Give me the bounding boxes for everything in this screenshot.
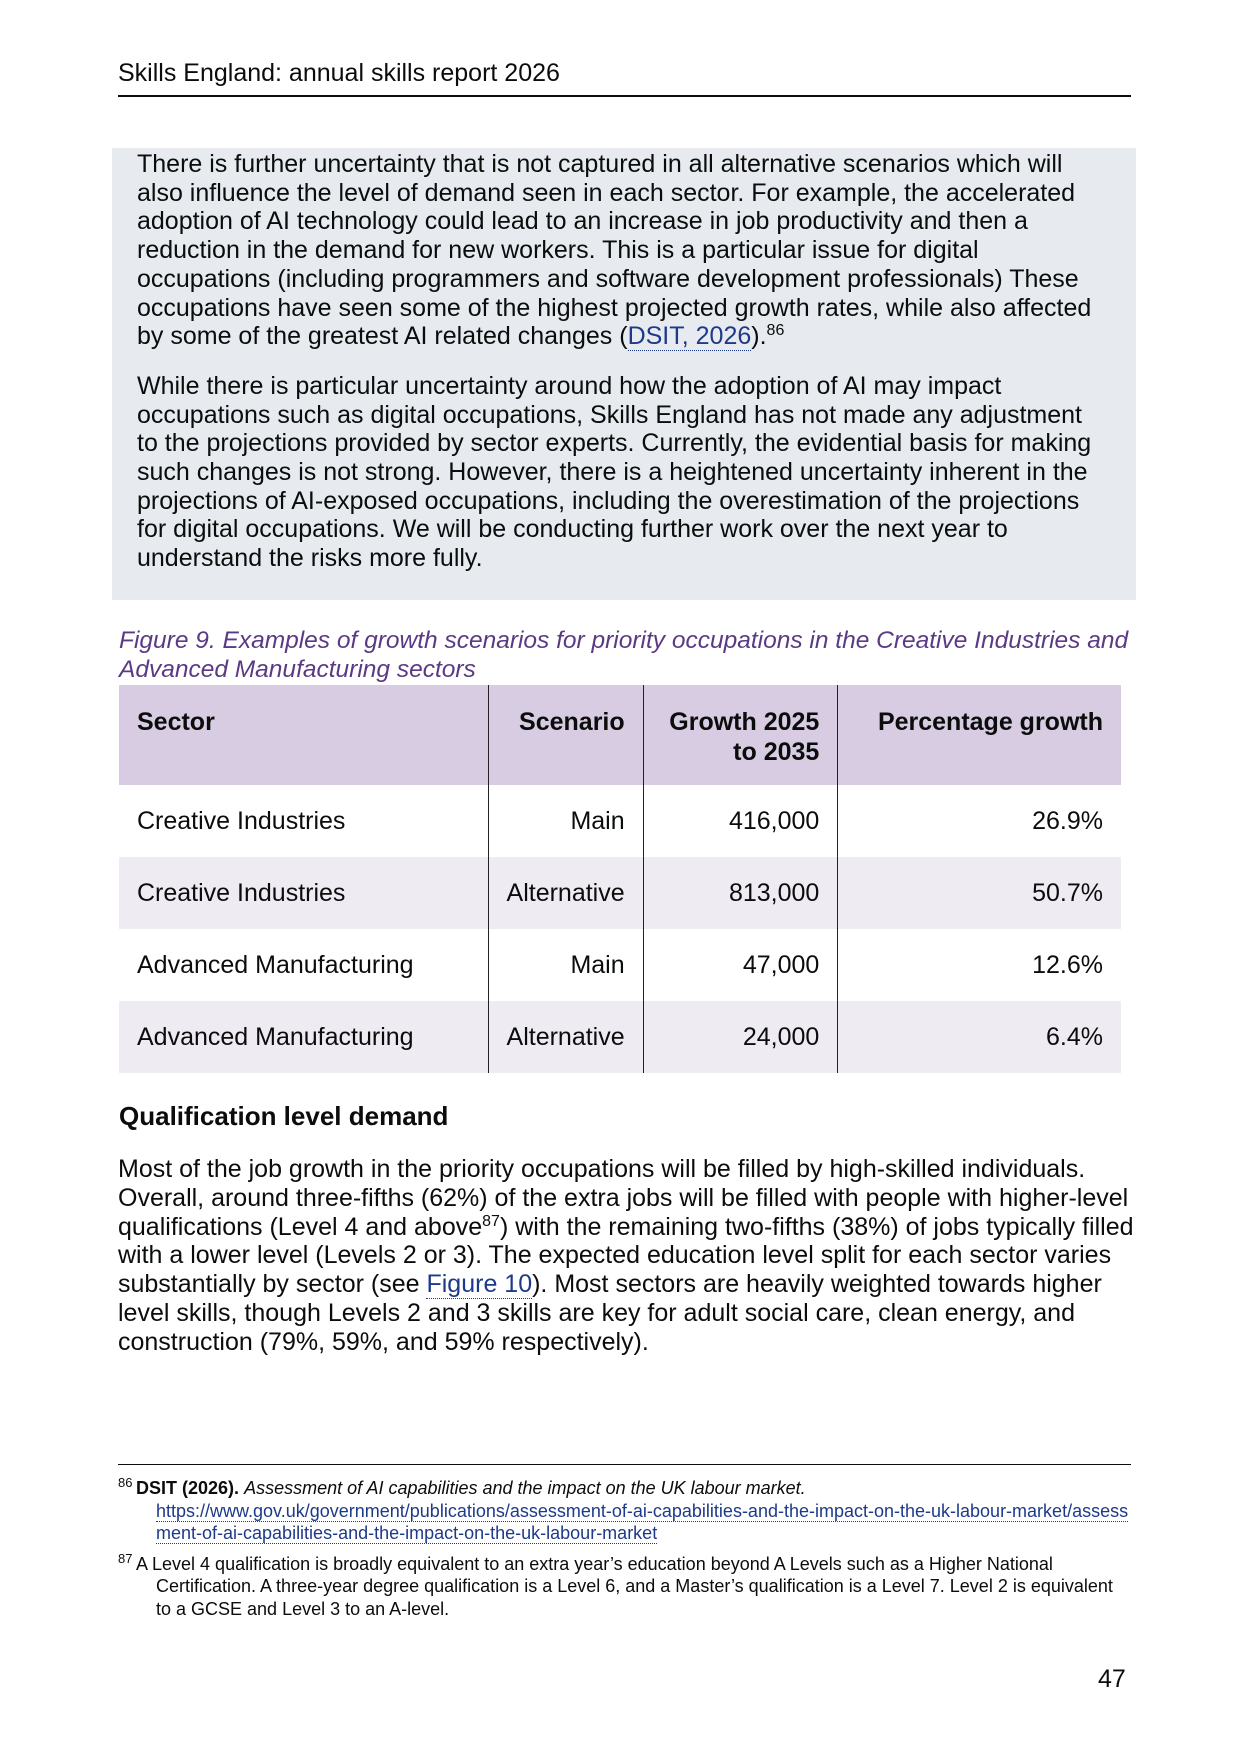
footnote-text: A Level 4 qualification is broadly equivalent to an extra year’s education beyond A Levels such as a Higher National Certification. A three-year degree qualification is a Level 6, and a Master’s qualification is a Level 7. Level 2 is equivalent to a GCSE and Level 3 to an A-level. xyxy=(136,1553,1113,1619)
report-title: Skills England: annual skills report 2026 xyxy=(118,59,560,87)
cell-sector: Advanced Manufacturing xyxy=(119,1001,488,1073)
cell-sector: Creative Industries xyxy=(119,857,488,929)
footnote-number: 86 xyxy=(118,1475,133,1490)
cell-scenario: Main xyxy=(488,929,643,1001)
table-header-row xyxy=(119,685,1121,785)
qualification-text-2: ) with the remaining two-fifths (38%) of jobs typically filled with a lower level (Levels 2 or 3). The expected education level split for each sector varies substantially by sector (see xyxy=(118,1212,1134,1299)
callout-paragraph-1-text: There is further uncertainty that is not captured in all alternative scenarios which will also influence the level of demand seen in each sector. For example, the accelerated adoption of AI technology could lead to an increase in job productivity and then a reduction in the demand for new workers. This is a particular issue for digital occupations (including programmers and software development professionals) These occupations have seen some of the highest projected growth rates, while also affected by some of the greatest AI related changes ( xyxy=(137,150,1092,351)
cell-scenario: Alternative xyxy=(488,857,643,929)
footnote-title: Assessment of AI capabilities and the impact on the UK labour market. xyxy=(244,1478,806,1498)
header-scenario: Scenario xyxy=(488,685,643,785)
cell-sector: Creative Industries xyxy=(137,806,346,835)
header-sector: Sector xyxy=(119,685,488,785)
growth-scenarios-table xyxy=(119,685,1121,1073)
cell-growth: 416,000 xyxy=(643,785,838,857)
footnote-ref-86[interactable]: 86 xyxy=(766,322,785,340)
cell-scenario: Alternative xyxy=(488,1001,643,1073)
callout-paragraph-1 xyxy=(137,150,1102,351)
table-row xyxy=(119,857,1121,929)
header-growth: Growth 2025 to 2035 xyxy=(643,685,838,785)
header-percentage-growth: Percentage growth xyxy=(838,685,1121,785)
footnote-86 xyxy=(118,1477,1131,1545)
qualification-text-1: Most of the job growth in the priority occupations will be filled by high-skilled individuals. Overall, around three-fifths (62%) of the extra jobs will be filled with people with higher-level qualifications (Level 4 and above xyxy=(118,1155,1129,1241)
section-heading: Qualification level demand xyxy=(119,1101,449,1131)
footnote-number: 87 xyxy=(118,1550,133,1566)
cell-percentage: 26.9% xyxy=(838,785,1121,857)
cell-growth: 813,000 xyxy=(643,857,838,929)
figure-9-caption: Figure 9. Examples of growth scenarios for priority occupations in the Creative Industries and Advanced Manufacturing sectors xyxy=(119,627,1129,683)
callout-paragraph-2: While there is particular uncertainty around how the adoption of AI may impact occupations such as digital occupations, Skills England has not made any adjustment to the projections provided by sector experts. Currently, the evidential basis for making such changes is not strong. However, there is a heightened uncertainty inherent in the projections of AI-exposed occupations, including the overestimation of the projections for digital occupations. We will be conducting further work over the next year to understand the risks more fully. xyxy=(137,371,1092,573)
cell-percentage: 50.7% xyxy=(838,857,1121,929)
footnote-url-link[interactable]: https://www.gov.uk/government/publications/assessment-of-ai-capabilities-and-the-impact-on-the-uk-labour-market/assessment-of-ai-capabilities-and-the-impact-on-the-uk-labour-market xyxy=(156,1500,1129,1543)
qualification-text-3: ). Most sectors are heavily weighted towards higher level skills, though Levels 2 and 3 skills are key for adult social care, clean energy, and construction (79%, 59%, and 59% respectively). xyxy=(118,1270,1102,1356)
figure-10-link[interactable]: Figure 10 xyxy=(426,1270,533,1299)
cell-sector: Advanced Manufacturing xyxy=(137,950,414,979)
cell-percentage: 6.4% xyxy=(838,1001,1121,1073)
footnotes xyxy=(118,1477,1131,1628)
callout-paragraph-1-close: ). xyxy=(751,322,767,351)
cell-growth: 47,000 xyxy=(643,929,838,1001)
table-row xyxy=(119,1001,1121,1073)
table-row xyxy=(119,929,1121,1001)
dsit-2026-link[interactable]: DSIT, 2026 xyxy=(627,322,752,351)
cell-growth: 24,000 xyxy=(643,1001,838,1073)
cell-scenario: Main xyxy=(488,785,643,857)
footnote-87 xyxy=(118,1550,1131,1621)
page-header xyxy=(118,57,1131,97)
table-row xyxy=(119,785,1121,857)
cell-percentage: 12.6% xyxy=(838,929,1121,1001)
footnote-source: DSIT (2026). xyxy=(136,1478,240,1498)
qualification-paragraph xyxy=(118,1155,1138,1357)
footnote-divider xyxy=(118,1464,1131,1465)
uncertainty-callout xyxy=(112,148,1136,600)
page-number: 47 xyxy=(1098,1665,1126,1693)
footnote-ref-87[interactable]: 87 xyxy=(482,1212,500,1230)
